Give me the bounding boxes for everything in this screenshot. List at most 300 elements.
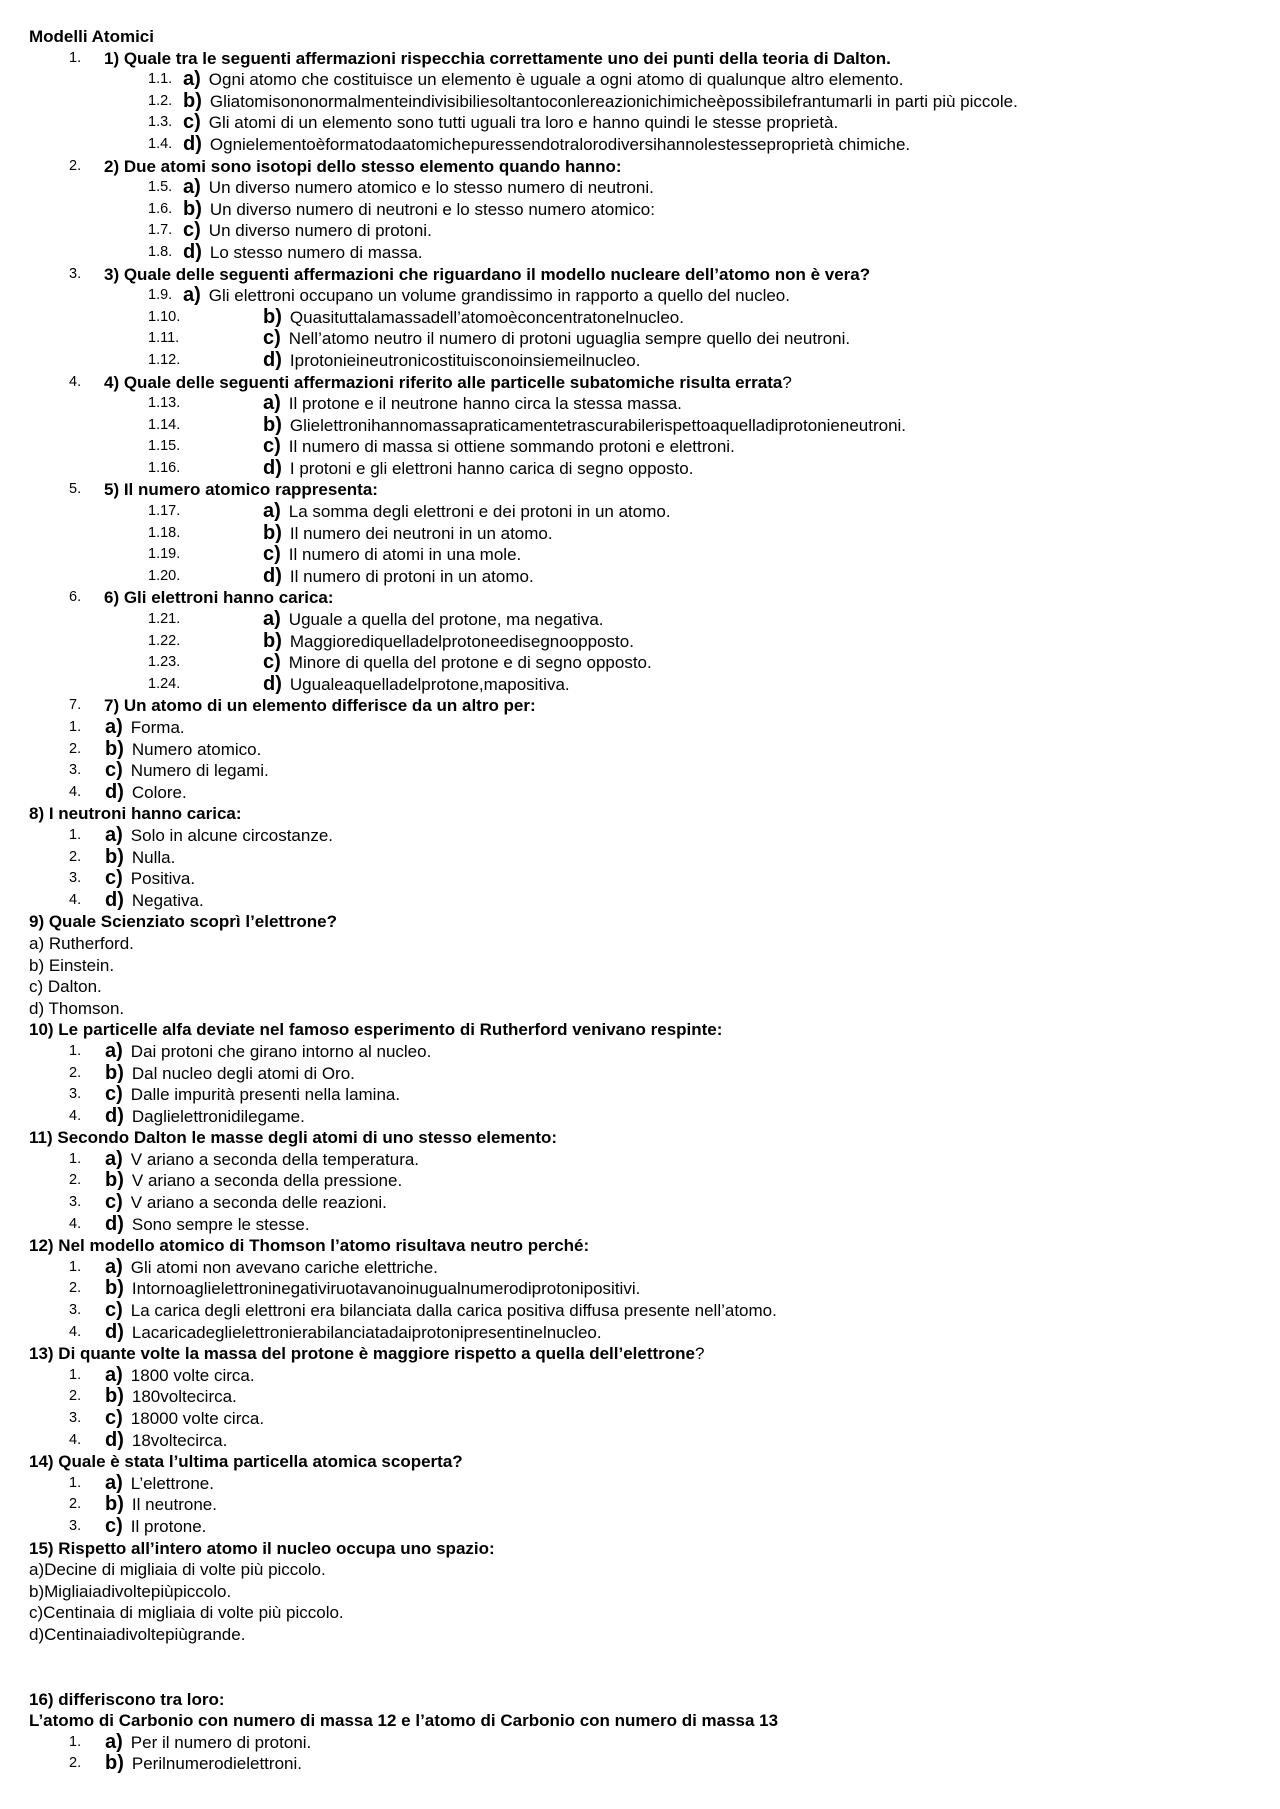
- answer-line: [29, 1494, 1259, 1516]
- question-line: [29, 911, 1259, 933]
- question-list: [29, 48, 1259, 1775]
- list-number: 2.: [69, 740, 82, 757]
- answer-line: [29, 177, 1259, 199]
- answer-letter: d): [105, 780, 124, 803]
- question-line: [29, 48, 1259, 70]
- line-text: 10) Le particelle alfa deviate nel famoso esperimento di Rutherford venivano respinte:: [29, 1020, 723, 1040]
- line-text: Uguale a quella del protone, ma negativa.: [288, 610, 604, 630]
- list-number: 6.: [69, 589, 82, 606]
- question-text: [29, 911, 337, 933]
- question-text: [104, 264, 870, 286]
- answer-text: [263, 436, 735, 458]
- question-line: [29, 803, 1259, 825]
- line-text: b)Migliaiadivoltepiùpiccolo.: [29, 1581, 232, 1601]
- answer-line: [29, 609, 1259, 631]
- answer-line: [29, 112, 1259, 134]
- line-text: Gli elettroni occupano un volume grandissimo in rapporto a quello del nucleo.: [208, 286, 790, 306]
- list-number: 3.: [69, 762, 82, 779]
- list-number: 1.9.: [148, 287, 173, 304]
- answer-letter: b): [105, 1061, 124, 1084]
- answer-text: [105, 1494, 217, 1516]
- answer-text: [105, 1063, 355, 1085]
- list-number: 1.: [69, 1150, 82, 1167]
- question-text: [29, 1343, 704, 1365]
- line-text: La carica degli elettroni era bilanciata dalla carica positiva diffusa presente nell’atomo.: [130, 1301, 777, 1321]
- answer-line: [29, 1300, 1259, 1322]
- line-text: V ariano a seconda della temperatura.: [130, 1149, 420, 1169]
- line-text: Il protone.: [130, 1516, 207, 1536]
- answer-text: [183, 177, 654, 199]
- list-number: 1.18.: [148, 524, 181, 541]
- answer-line: [29, 544, 1259, 566]
- question-text: [104, 48, 891, 70]
- answer-line: [29, 739, 1259, 761]
- question-line: [29, 1127, 1259, 1149]
- question-text: [29, 1235, 589, 1257]
- line-text: 6) Gli elettroni hanno carica:: [104, 588, 334, 608]
- answer-line: [29, 1408, 1259, 1430]
- answer-line: [29, 1278, 1259, 1300]
- answer-line: [29, 1430, 1259, 1452]
- answer-line: [29, 847, 1259, 869]
- list-number: 1.22.: [148, 632, 181, 649]
- question-line: [29, 264, 1259, 286]
- answer-line: [29, 868, 1259, 890]
- list-number: 1.5.: [148, 179, 173, 196]
- line-text: 18000 volte circa.: [130, 1409, 265, 1428]
- answer-letter: d): [263, 456, 282, 479]
- question-line: [29, 587, 1259, 609]
- answer-letter: a): [105, 1039, 123, 1062]
- question-text: [104, 372, 792, 394]
- answer-letter: b): [263, 413, 282, 436]
- answer-letter: c): [263, 543, 281, 566]
- answer-line: [29, 717, 1259, 739]
- line-text: 4) Quale delle seguenti affermazioni riferito alle particelle subatomiche risulta errata: [104, 372, 783, 392]
- line-text: a)Decine di migliaia di volte più piccolo.: [29, 1560, 326, 1580]
- answer-letter: a): [105, 1147, 123, 1170]
- answer-text: [105, 1408, 264, 1430]
- question-text: [104, 156, 622, 178]
- answer-line: [29, 91, 1259, 113]
- line-text: La somma degli elettroni e dei protoni in un atomo.: [288, 502, 671, 522]
- answer-line: [29, 415, 1259, 437]
- answer-letter: c): [183, 111, 201, 134]
- list-number: 1.6.: [148, 200, 173, 217]
- question-line: [29, 372, 1259, 394]
- answer-line: [29, 285, 1259, 307]
- list-number: 3.: [69, 1517, 82, 1534]
- answer-text: [29, 1581, 231, 1603]
- answer-letter: c): [183, 219, 201, 242]
- answer-line: [29, 1084, 1259, 1106]
- list-number: 3.: [69, 870, 82, 887]
- answer-line: [29, 350, 1259, 372]
- answer-letter: c): [263, 651, 281, 674]
- answer-text: [105, 1084, 400, 1106]
- line-text: Gli atomi non avevano cariche elettriche.: [130, 1257, 438, 1277]
- answer-text: [29, 1602, 344, 1624]
- answer-text: [105, 1430, 227, 1452]
- list-number: 1.: [69, 49, 82, 66]
- answer-line: [29, 1214, 1259, 1236]
- list-number: 1.: [69, 826, 82, 843]
- answer-letter: a): [105, 1255, 123, 1278]
- answer-text: [105, 1386, 237, 1408]
- answer-line: [29, 1257, 1259, 1279]
- answer-text: [263, 307, 684, 329]
- line-text: Daglielettronidilegame.: [131, 1106, 305, 1126]
- line-text: b) Einstein.: [29, 955, 115, 975]
- list-number: 2.: [69, 1172, 82, 1189]
- answer-letter: c): [105, 1083, 123, 1106]
- answer-line: [29, 1106, 1259, 1128]
- answer-letter: c): [263, 327, 281, 350]
- list-number: 4.: [69, 373, 82, 390]
- answer-line: [29, 998, 1259, 1020]
- line-text: Un diverso numero atomico e lo stesso numero di neutroni.: [208, 178, 654, 198]
- list-number: 1.21.: [148, 611, 181, 628]
- answer-text: [105, 717, 185, 739]
- answer-text: [263, 609, 604, 631]
- answer-text: [105, 1214, 310, 1236]
- answer-letter: d): [105, 888, 124, 911]
- line-text: I protoni e gli elettroni hanno carica di segno opposto.: [289, 458, 694, 478]
- line-text: Ognielementoèformatodaatomichepuressendotralorodiversihannolestesseproprietà chimiche.: [209, 134, 911, 154]
- list-number: 1.: [69, 1733, 82, 1750]
- list-number: 1.1.: [148, 71, 173, 88]
- list-number: 5.: [69, 481, 82, 498]
- answer-text: [105, 760, 269, 782]
- line-text: 3) Quale delle seguenti affermazioni che riguardano il modello nucleare dell’atomo non è vera?: [104, 264, 871, 284]
- list-number: 1.: [69, 719, 82, 735]
- line-text: 13) Di quante volte la massa del protone è maggiore rispetto a quella dell’elettrone: [29, 1344, 696, 1364]
- answer-text: [263, 544, 521, 566]
- answer-text: [105, 1322, 602, 1344]
- list-number: 1.10.: [148, 308, 181, 325]
- list-number: 2.: [69, 1496, 82, 1513]
- line-text: Intornoaglielettroninegativiruotavanoinugualnumerodiprotonipositivi.: [131, 1279, 641, 1299]
- line-text: 12) Nel modello atomico di Thomson l’atomo risultava neutro perché:: [29, 1236, 590, 1256]
- answer-text: [29, 933, 134, 955]
- spacer: [29, 1646, 1259, 1689]
- answer-text: [105, 1041, 431, 1063]
- answer-line: [29, 220, 1259, 242]
- answer-line: [29, 652, 1259, 674]
- list-number: 1.: [69, 1474, 82, 1491]
- question-text: [104, 479, 378, 501]
- answer-text: [105, 1278, 640, 1300]
- answer-letter: b): [105, 1385, 124, 1408]
- answer-line: [29, 1365, 1259, 1387]
- line-text: Un diverso numero di neutroni e lo stesso numero atomico:: [209, 199, 655, 219]
- line-text: Lacaricadeglielettronierabilanciatadaiprotonipresentinelnucleo.: [131, 1322, 602, 1342]
- answer-text: [183, 199, 655, 221]
- line-text: 1800 volte circa.: [130, 1365, 255, 1385]
- answer-line: [29, 1149, 1259, 1171]
- line-text: Il numero di atomi in una mole.: [288, 545, 522, 565]
- answer-line: [29, 631, 1259, 653]
- question-line: [29, 1343, 1259, 1365]
- line-text: Lo stesso numero di massa.: [209, 242, 423, 262]
- answer-line: [29, 1624, 1259, 1646]
- answer-letter: a): [263, 500, 281, 523]
- question-line: [29, 1538, 1259, 1560]
- question-line: [29, 1710, 1259, 1732]
- line-text: a) Rutherford.: [29, 933, 134, 953]
- answer-letter: b): [105, 1493, 124, 1516]
- answer-letter: b): [105, 1277, 124, 1300]
- answer-letter: a): [183, 284, 201, 307]
- line-text: L’atomo di Carbonio con numero di massa 12 e l’atomo di Carbonio con numero di massa 13: [29, 1711, 779, 1731]
- question-text: [104, 587, 334, 609]
- list-number: 1.: [69, 1366, 82, 1383]
- list-number: 3.: [69, 1194, 82, 1211]
- list-number: 7.: [69, 697, 82, 714]
- list-number: 4.: [69, 1431, 82, 1448]
- answer-text: [105, 1300, 777, 1322]
- line-text: Il numero di protoni in un atomo.: [289, 566, 534, 586]
- answer-text: [105, 1192, 387, 1214]
- list-number: 1.4.: [148, 135, 173, 152]
- answer-line: [29, 1322, 1259, 1344]
- line-text: Numero atomico.: [131, 739, 262, 759]
- answer-text: [263, 652, 652, 674]
- answer-text: [105, 782, 187, 804]
- line-text: V ariano a seconda della pressione.: [131, 1171, 403, 1191]
- answer-text: [105, 890, 204, 912]
- answer-line: [29, 501, 1259, 523]
- answer-text: [29, 955, 114, 977]
- line-text: Ugualeaquelladelprotone,mapositiva.: [289, 674, 570, 694]
- answer-line: [29, 1192, 1259, 1214]
- line-text: 8) I neutroni hanno carica:: [29, 804, 242, 824]
- question-line: [29, 695, 1259, 717]
- list-number: 2.: [69, 848, 82, 865]
- answer-letter: c): [105, 1407, 123, 1429]
- answer-text: [263, 458, 693, 480]
- line-text: 16) differiscono tra loro:: [29, 1689, 225, 1709]
- line-text: Ogni atomo che costituisce un elemento è uguale a ogni atomo di qualunque altro elemento.: [208, 70, 904, 90]
- question-line: [29, 1689, 1259, 1711]
- answer-line: [29, 1041, 1259, 1063]
- line-text: 18voltecirca.: [131, 1430, 228, 1450]
- answer-letter: d): [105, 1212, 124, 1235]
- list-number: 1.8.: [148, 243, 173, 260]
- answer-letter: c): [105, 1514, 123, 1537]
- line-text: Glielettronihannomassapraticamentetrascurabilerispettoaquelladiprotonieneutroni.: [289, 415, 907, 435]
- answer-line: [29, 328, 1259, 350]
- line-text: 5) Il numero atomico rappresenta:: [104, 480, 378, 500]
- line-text: 7) Un atomo di un elemento differisce da un altro per:: [104, 696, 536, 716]
- line-text: Nulla.: [131, 847, 176, 867]
- answer-letter: d): [105, 1428, 124, 1451]
- answer-line: [29, 1063, 1259, 1085]
- answer-line: [29, 782, 1259, 804]
- answer-line: [29, 1559, 1259, 1581]
- question-text: [29, 1451, 463, 1473]
- answer-letter: d): [183, 132, 202, 155]
- line-text: L’elettrone.: [130, 1473, 214, 1493]
- line-text: Negativa.: [131, 890, 204, 910]
- answer-letter: c): [105, 759, 123, 782]
- line-text: 14) Quale è stata l’ultima particella atomica scoperta?: [29, 1452, 463, 1472]
- question-line: [29, 156, 1259, 178]
- answer-line: [29, 436, 1259, 458]
- answer-text: [183, 69, 903, 91]
- list-number: 1.20.: [148, 567, 181, 584]
- line-tail: ?: [695, 1344, 705, 1364]
- answer-line: [29, 976, 1259, 998]
- list-number: 1.14.: [148, 416, 181, 433]
- answer-letter: b): [105, 1169, 124, 1192]
- answer-line: [29, 955, 1259, 977]
- answer-text: [105, 1170, 402, 1192]
- list-number: 1.13.: [148, 395, 181, 412]
- line-tail: ?: [782, 372, 792, 392]
- answer-line: [29, 1602, 1259, 1624]
- line-text: Minore di quella del protone e di segno opposto.: [288, 653, 652, 673]
- line-text: Per il numero di protoni.: [130, 1732, 312, 1752]
- line-text: 2) Due atomi sono isotopi dello stesso elemento quando hanno:: [104, 156, 622, 176]
- list-number: 4.: [69, 1107, 82, 1124]
- line-text: Perilnumerodielettroni.: [131, 1754, 302, 1774]
- line-text: Sono sempre le stesse.: [131, 1214, 310, 1234]
- answer-line: [29, 69, 1259, 91]
- list-number: 1.7.: [148, 222, 173, 239]
- answer-line: [29, 760, 1259, 782]
- answer-text: [29, 976, 102, 998]
- list-number: 4.: [69, 891, 82, 908]
- answer-letter: a): [105, 1471, 123, 1494]
- answer-line: [29, 1753, 1259, 1775]
- answer-text: [105, 1732, 311, 1754]
- line-text: V ariano a seconda delle reazioni.: [130, 1193, 387, 1213]
- question-text: [29, 1019, 722, 1041]
- answer-text: [183, 91, 1018, 113]
- answer-line: [29, 1732, 1259, 1754]
- list-number: 3.: [69, 265, 82, 282]
- question-text: [104, 695, 536, 717]
- line-text: Il numero di massa si ottiene sommando protoni e elettroni.: [288, 437, 735, 457]
- line-text: d)Centinaiadivoltepiùgrande.: [29, 1624, 246, 1644]
- answer-line: [29, 825, 1259, 847]
- list-number: 2.: [69, 1755, 82, 1772]
- line-text: Maggiorediquelladelprotoneedisegnoopposto.: [289, 631, 634, 651]
- line-text: Gli atomi di un elemento sono tutti uguali tra loro e hanno quindi le stesse proprietà.: [208, 113, 839, 133]
- line-text: Un diverso numero di protoni.: [208, 221, 432, 241]
- answer-letter: b): [183, 89, 202, 112]
- answer-letter: a): [105, 1363, 123, 1386]
- answer-letter: c): [105, 1299, 123, 1322]
- line-text: Il numero dei neutroni in un atomo.: [289, 523, 553, 543]
- answer-line: [29, 307, 1259, 329]
- line-text: Positiva.: [130, 869, 196, 889]
- answer-line: [29, 566, 1259, 588]
- answer-text: [263, 566, 534, 588]
- document: [29, 26, 1259, 1775]
- answer-line: [29, 1386, 1259, 1408]
- answer-letter: a): [105, 716, 123, 738]
- answer-letter: a): [263, 608, 281, 631]
- list-number: 1.15.: [148, 438, 181, 455]
- line-text: Solo in alcune circostanze.: [130, 825, 334, 845]
- answer-letter: c): [105, 867, 123, 890]
- list-number: 1.: [69, 1258, 82, 1275]
- answer-line: [29, 134, 1259, 156]
- list-number: 4.: [69, 1215, 82, 1232]
- answer-line: [29, 1516, 1259, 1538]
- answer-letter: c): [263, 435, 281, 458]
- line-text: Gliatomisononormalmenteindivisibiliesoltantoconlereazionichimicheèpossibilefrantumarli in parti più piccole.: [209, 91, 1018, 111]
- line-text: c)Centinaia di migliaia di volte più piccolo.: [29, 1603, 344, 1623]
- answer-text: [105, 1473, 214, 1495]
- answer-letter: d): [263, 564, 282, 587]
- answer-letter: c): [105, 1191, 123, 1214]
- line-text: Dalle impurità presenti nella lamina.: [130, 1085, 401, 1105]
- answer-line: [29, 1170, 1259, 1192]
- list-number: 1.17.: [148, 503, 181, 520]
- answer-line: [29, 674, 1259, 696]
- question-line: [29, 1019, 1259, 1041]
- answer-letter: d): [105, 1320, 124, 1343]
- answer-line: [29, 242, 1259, 264]
- line-text: 180voltecirca.: [131, 1387, 237, 1407]
- answer-line: [29, 933, 1259, 955]
- answer-text: [105, 739, 261, 761]
- line-text: Forma.: [130, 718, 185, 737]
- answer-text: [105, 1257, 438, 1279]
- answer-text: [183, 242, 423, 264]
- answer-text: [105, 868, 195, 890]
- list-number: 3.: [69, 1302, 82, 1319]
- list-number: 4.: [69, 1323, 82, 1340]
- answer-letter: d): [263, 672, 282, 695]
- answer-letter: b): [263, 305, 282, 328]
- question-text: [29, 1127, 557, 1149]
- answer-text: [105, 825, 333, 847]
- list-number: 1.24.: [148, 675, 181, 692]
- answer-text: [105, 1365, 255, 1387]
- list-number: 1.19.: [148, 546, 181, 563]
- line-text: 1) Quale tra le seguenti affermazioni rispecchia correttamente uno dei punti della teoria di Dalton.: [104, 48, 891, 68]
- question-line: [29, 479, 1259, 501]
- answer-text: [183, 134, 910, 156]
- line-text: Nell’atomo neutro il numero di protoni uguaglia sempre quello dei neutroni.: [288, 329, 851, 349]
- list-number: 2.: [69, 157, 82, 174]
- line-text: Il neutrone.: [131, 1495, 217, 1515]
- list-number: 1.: [69, 1042, 82, 1059]
- answer-letter: a): [183, 68, 201, 91]
- answer-letter: b): [105, 1752, 124, 1775]
- question-text: [29, 803, 242, 825]
- answer-letter: d): [263, 348, 282, 371]
- answer-text: [263, 674, 570, 696]
- line-text: Il protone e il neutrone hanno circa la stessa massa.: [288, 394, 682, 414]
- answer-text: [263, 328, 850, 350]
- answer-text: [105, 1753, 302, 1775]
- list-number: 2.: [69, 1280, 82, 1297]
- answer-letter: b): [183, 197, 202, 220]
- answer-letter: b): [263, 521, 282, 544]
- answer-letter: b): [105, 845, 124, 868]
- answer-text: [263, 350, 640, 372]
- answer-line: [29, 458, 1259, 480]
- line-text: Dal nucleo degli atomi di Oro.: [131, 1063, 355, 1083]
- answer-letter: a): [263, 392, 281, 415]
- answer-line: [29, 1473, 1259, 1495]
- question-text: [29, 1710, 778, 1732]
